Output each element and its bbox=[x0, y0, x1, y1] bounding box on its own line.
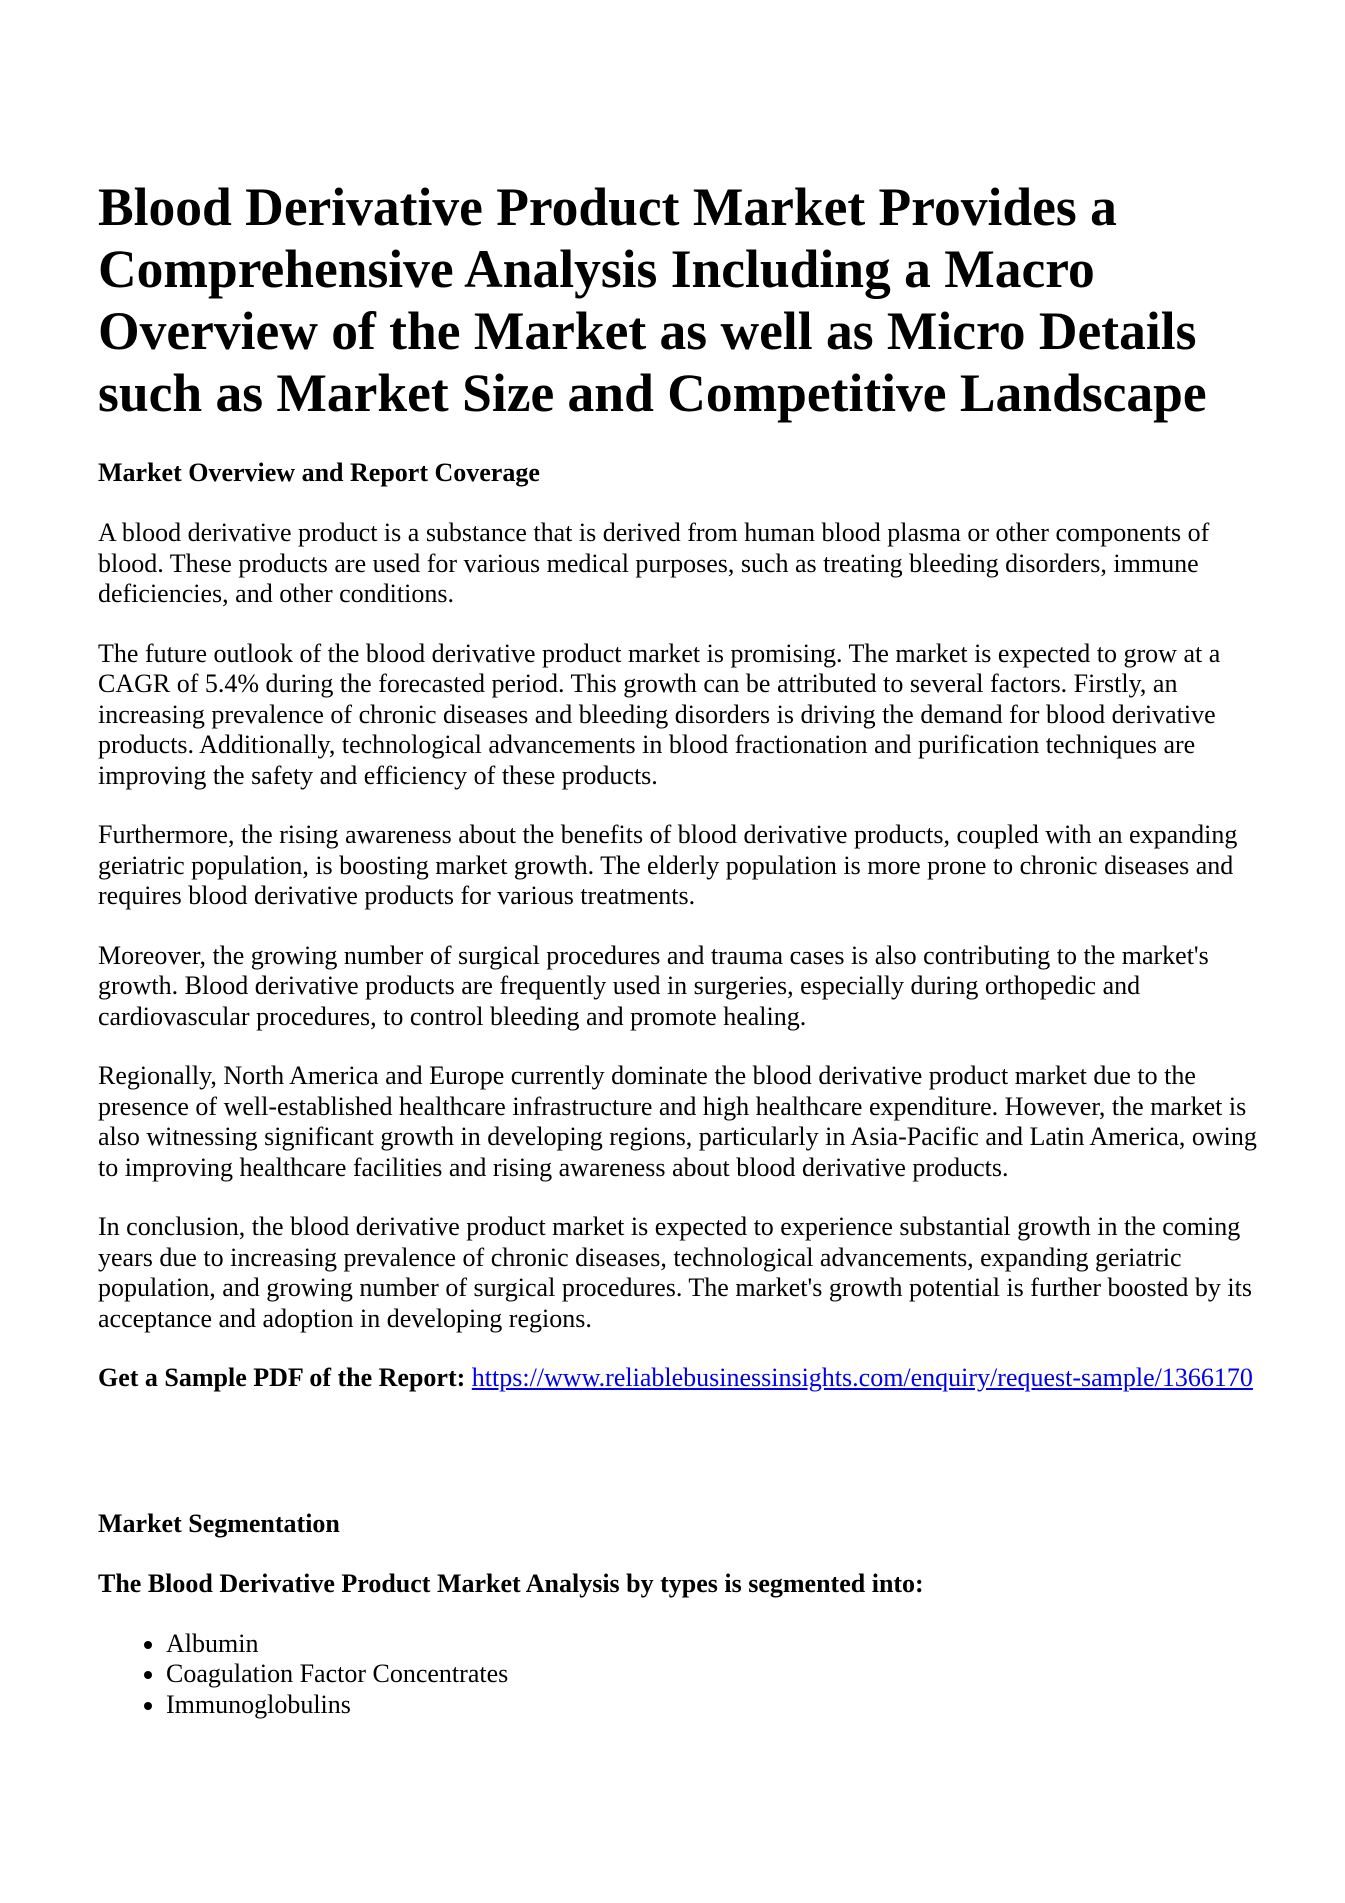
paragraph-outlook: The future outlook of the blood derivative product market is promising. The market is expected to grow at a CAGR of 5.4% during the forecasted period. This growth can be attributed to several factors. Firstly, an increasing prevalence of chronic diseases and bleeding disorders is driving the demand for blood derivative products. Additionally, technological advancements in blood fractionation and purification techniques are improving the safety and efficiency of these products. bbox=[98, 638, 1221, 790]
types-list bbox=[98, 1629, 1261, 1721]
paragraph-conclusion: In conclusion, the blood derivative product market is expected to experience substantial growth in the coming years due to increasing prevalence of chronic diseases, technological advancements, expanding geriatric population, and growing number of surgical procedures. The market's growth potential is further boosted by its acceptance and adoption in developing regions. bbox=[98, 1212, 1252, 1333]
paragraph-regional: Regionally, North America and Europe currently dominate the blood derivative product market due to the presence of well-established healthcare infrastructure and high healthcare expenditure. However, the market is also witnessing significant growth in developing regions, particularly in Asia-Pacific and Latin America, owing to improving healthcare facilities and rising awareness about blood derivative products. bbox=[98, 1061, 1257, 1182]
paragraph-awareness: Furthermore, the rising awareness about the benefits of blood derivative products, coupled with an expanding geriatric population, is boosting market growth. The elderly population is more prone to chronic diseases and requires blood derivative products for various treatments. bbox=[98, 820, 1238, 910]
section-spacer bbox=[98, 1423, 1261, 1509]
overview-heading: Market Overview and Report Coverage bbox=[98, 458, 540, 487]
document-title: Blood Derivative Product Market Provides a Comprehensive Analysis Including a Macro Overview of the Market as well as Micro Details such as Market Size and Competitive Landscape bbox=[98, 177, 1207, 423]
list-item: • Albumin bbox=[166, 1629, 1261, 1660]
list-item: • Coagulation Factor Concentrates bbox=[166, 1659, 1261, 1690]
paragraph-surgical: Moreover, the growing number of surgical procedures and trauma cases is also contributing to the market's growth. Blood derivative products are frequently used in surgeries, especially during orthopedic and cardiovascular procedures, to control bleeding and promote healing. bbox=[98, 940, 1209, 1031]
segmentation-heading: Market Segmentation bbox=[98, 1508, 340, 1538]
paragraph-definition: A blood derivative product is a substance that is derived from human blood plasma or other components of blood. These products are used for various medical purposes, such as treating bleeding disorders, immune deficiencies, and other conditions. bbox=[98, 518, 1210, 608]
sample-request bbox=[98, 1363, 1261, 1394]
sample-label: Get a Sample PDF of the Report: bbox=[98, 1363, 466, 1392]
list-item: • Immunoglobulins bbox=[166, 1690, 1261, 1721]
sample-pdf-link[interactable]: https://www.reliablebusinessinsights.com/enquiry/request-sample/1366170 bbox=[471, 1363, 1253, 1392]
types-heading: The Blood Derivative Product Market Analysis by types is segmented into: bbox=[98, 1568, 924, 1598]
